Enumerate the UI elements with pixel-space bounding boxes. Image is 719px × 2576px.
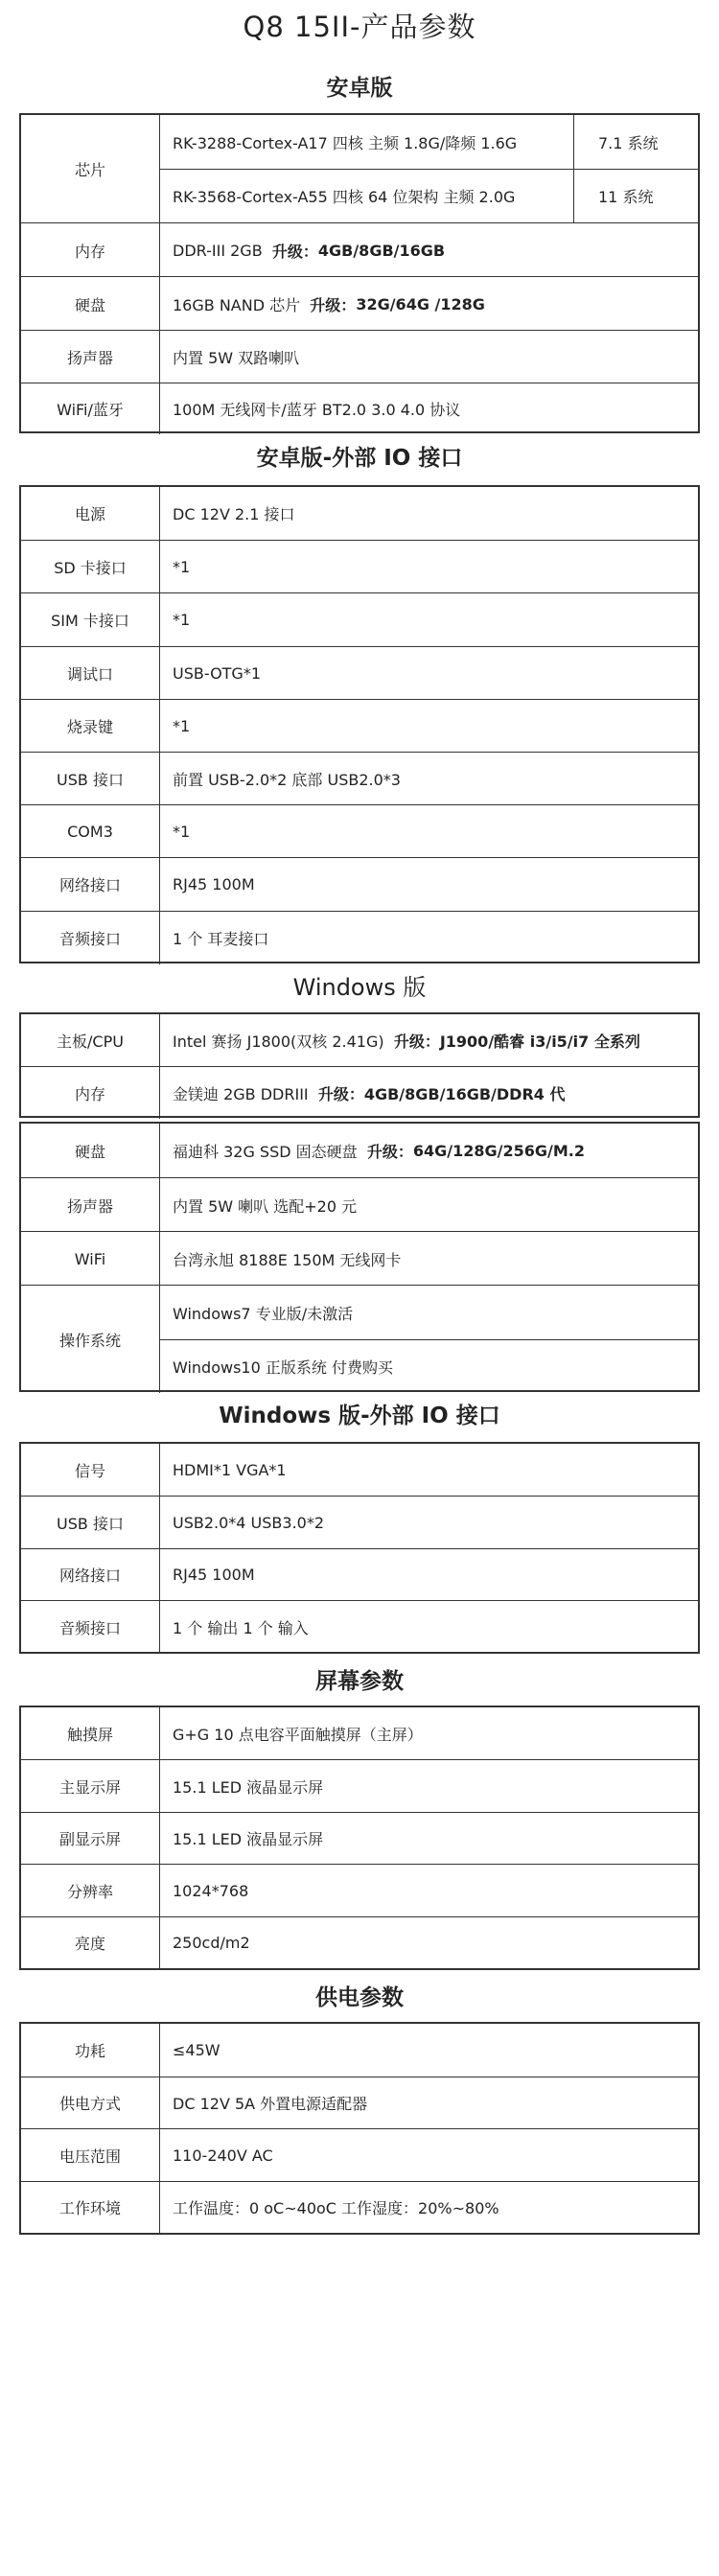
screen-label: 亮度 [21, 1917, 160, 1969]
win-speaker-value: 内置 5W 喇叭 选配+20 元 [173, 1196, 358, 1216]
android-io-row [21, 699, 698, 753]
storage-value: 16GB NAND 芯片 升级： 32G/64G /128G [173, 294, 485, 314]
power-row [21, 2024, 698, 2077]
win-memory-label: 内存 [21, 1067, 160, 1119]
os-row [21, 1285, 698, 1393]
wifi-label: WiFi/蓝牙 [21, 383, 160, 434]
screen-row [21, 1759, 698, 1812]
android-io-label: SIM 卡接口 [21, 593, 160, 646]
screen-label: 副显示屏 [21, 1813, 160, 1865]
screen-value: 15.1 LED 液晶显示屏 [173, 1830, 324, 1849]
win-wifi-value: 台湾永旭 8188E 150M 无线网卡 [173, 1250, 402, 1269]
android-io-label: 烧录键 [21, 700, 160, 753]
windows-io-value: HDMI*1 VGA*1 [173, 1460, 287, 1479]
android-io-value: 前置 USB-2.0*2 底部 USB2.0*3 [173, 771, 401, 790]
screen-heading: 屏幕参数 [315, 1669, 404, 1694]
android-io-label: SD 卡接口 [21, 541, 160, 593]
screen-row [21, 1707, 698, 1759]
chip-label: 芯片 [21, 115, 160, 222]
android-io-row [21, 804, 698, 858]
storage-label: 硬盘 [21, 277, 160, 331]
android-io-label: 音频接口 [21, 912, 160, 964]
android-io-value: *1 [173, 611, 191, 630]
screen-row [21, 1864, 698, 1916]
wifi-value: 100M 无线网卡/蓝牙 BT2.0 3.0 4.0 协议 [173, 401, 461, 419]
os-subrow [159, 1286, 698, 1340]
os-label: 操作系统 [21, 1286, 160, 1393]
page-title: Q8 15II-产品参数 [243, 11, 476, 43]
chip-os: 7.1 系统 [598, 133, 659, 152]
chip-os: 11 系统 [598, 187, 654, 206]
screen-label: 触摸屏 [21, 1707, 160, 1759]
power-value: DC 12V 5A 外置电源适配器 [173, 2095, 368, 2114]
android-io-label: COM3 [21, 805, 160, 858]
power-label: 电压范围 [21, 2129, 160, 2182]
android-io-value: USB-OTG*1 [173, 663, 262, 683]
os-subrow [159, 1339, 698, 1393]
android-io-value: *1 [173, 823, 191, 842]
windows-io-value: 1 个 输出 1 个 输入 [173, 1618, 309, 1637]
android-io-row [21, 857, 698, 911]
screen-row [21, 1916, 698, 1969]
windows-cpu-table [19, 1012, 700, 1118]
android-spec-table [19, 113, 700, 433]
power-value: 110-240V AC [173, 2146, 273, 2165]
windows-io-row [21, 1496, 698, 1548]
os-option: Windows10 正版系统 付费购买 [173, 1358, 393, 1377]
win-memory-value: 金镁迪 2GB DDRIII 升级： 4GB/8GB/16GB/DDR4 代 [173, 1084, 566, 1103]
android-io-label: 电源 [21, 487, 160, 540]
screen-row [21, 1812, 698, 1865]
speaker-label: 扬声器 [21, 331, 160, 383]
windows-io-label: 音频接口 [21, 1601, 160, 1653]
chip-spec: RK-3568-Cortex-A55 四核 64 位架构 主频 2.0G [173, 187, 516, 206]
windows-io-heading: Windows 版-外部 IO 接口 [219, 1404, 500, 1428]
android-io-table [19, 485, 700, 963]
android-io-value: *1 [173, 716, 191, 735]
memory-label: 内存 [21, 223, 160, 277]
cpu-row [21, 1014, 698, 1066]
chip-subrow [159, 169, 698, 222]
cpu-label: 主板/CPU [21, 1014, 160, 1066]
screen-label: 分辨率 [21, 1865, 160, 1916]
android-io-row [21, 752, 698, 805]
win-wifi-row [21, 1231, 698, 1286]
android-io-label: 调试口 [21, 647, 160, 700]
android-io-value: DC 12V 2.1 接口 [173, 505, 295, 524]
power-heading: 供电参数 [315, 1985, 404, 2010]
win-speaker-label: 扬声器 [21, 1178, 160, 1232]
windows-io-label: USB 接口 [21, 1497, 160, 1548]
windows-spec-table [19, 1122, 700, 1392]
android-io-value: 1 个 耳麦接口 [173, 929, 269, 948]
android-io-label: USB 接口 [21, 753, 160, 805]
win-storage-row [21, 1124, 698, 1177]
windows-io-label: 信号 [21, 1444, 160, 1496]
wifi-row [21, 383, 698, 434]
windows-io-row [21, 1548, 698, 1601]
power-value: ≤45W [173, 2040, 220, 2059]
android-heading: 安卓版 [326, 76, 393, 101]
chip-subrow [159, 115, 698, 170]
power-row [21, 2181, 698, 2235]
power-label: 工作环境 [21, 2182, 160, 2235]
speaker-value: 内置 5W 双路喇叭 [173, 349, 300, 367]
android-io-value: *1 [173, 558, 191, 577]
windows-io-value: RJ45 100M [173, 1566, 255, 1585]
power-row [21, 2077, 698, 2130]
memory-value: DDR-III 2GB 升级： 4GB/8GB/16GB [173, 241, 446, 261]
win-speaker-row [21, 1177, 698, 1232]
win-memory-row [21, 1066, 698, 1119]
screen-value: 250cd/m2 [173, 1934, 250, 1953]
win-wifi-label: WiFi [21, 1232, 160, 1286]
storage-row [21, 276, 698, 331]
android-io-row [21, 646, 698, 700]
windows-io-value: USB2.0*4 USB3.0*2 [173, 1513, 325, 1532]
screen-value: 15.1 LED 液晶显示屏 [173, 1778, 324, 1798]
power-label: 供电方式 [21, 2077, 160, 2130]
android-io-row [21, 487, 698, 540]
android-io-row [21, 592, 698, 646]
chip-spec: RK-3288-Cortex-A17 四核 主频 1.8G/降频 1.6G [173, 133, 518, 152]
memory-row [21, 222, 698, 277]
cpu-value: Intel 赛扬 J1800(双核 2.41G) 升级： J1900/酷睿 i3/i5/i7 全系列 [173, 1032, 640, 1051]
win-storage-value: 福迪科 32G SSD 固态硬盘 升级： 64G/128G/256G/M.2 [173, 1141, 585, 1161]
android-io-label: 网络接口 [21, 858, 160, 911]
screen-label: 主显示屏 [21, 1760, 160, 1812]
power-table [19, 2022, 700, 2235]
power-value: 工作温度：0 oC~40oC 工作湿度：20%~80% [173, 2199, 499, 2218]
screen-table [19, 1706, 700, 1970]
chip-row [21, 115, 698, 222]
android-io-row [21, 540, 698, 593]
windows-io-row [21, 1444, 698, 1496]
os-option: Windows7 专业版/未激活 [173, 1304, 354, 1323]
windows-io-row [21, 1600, 698, 1653]
win-storage-label: 硬盘 [21, 1124, 160, 1177]
screen-value: 1024*768 [173, 1881, 249, 1900]
windows-heading: Windows 版 [292, 974, 427, 1001]
screen-value: G+G 10 点电容平面触摸屏（主屏） [173, 1725, 423, 1744]
windows-io-label: 网络接口 [21, 1549, 160, 1601]
android-io-value: RJ45 100M [173, 875, 255, 894]
windows-io-table [19, 1442, 700, 1654]
power-row [21, 2128, 698, 2182]
speaker-row [21, 330, 698, 383]
android-io-heading: 安卓版-外部 IO 接口 [256, 446, 463, 471]
android-io-row [21, 911, 698, 964]
power-label: 功耗 [21, 2024, 160, 2077]
